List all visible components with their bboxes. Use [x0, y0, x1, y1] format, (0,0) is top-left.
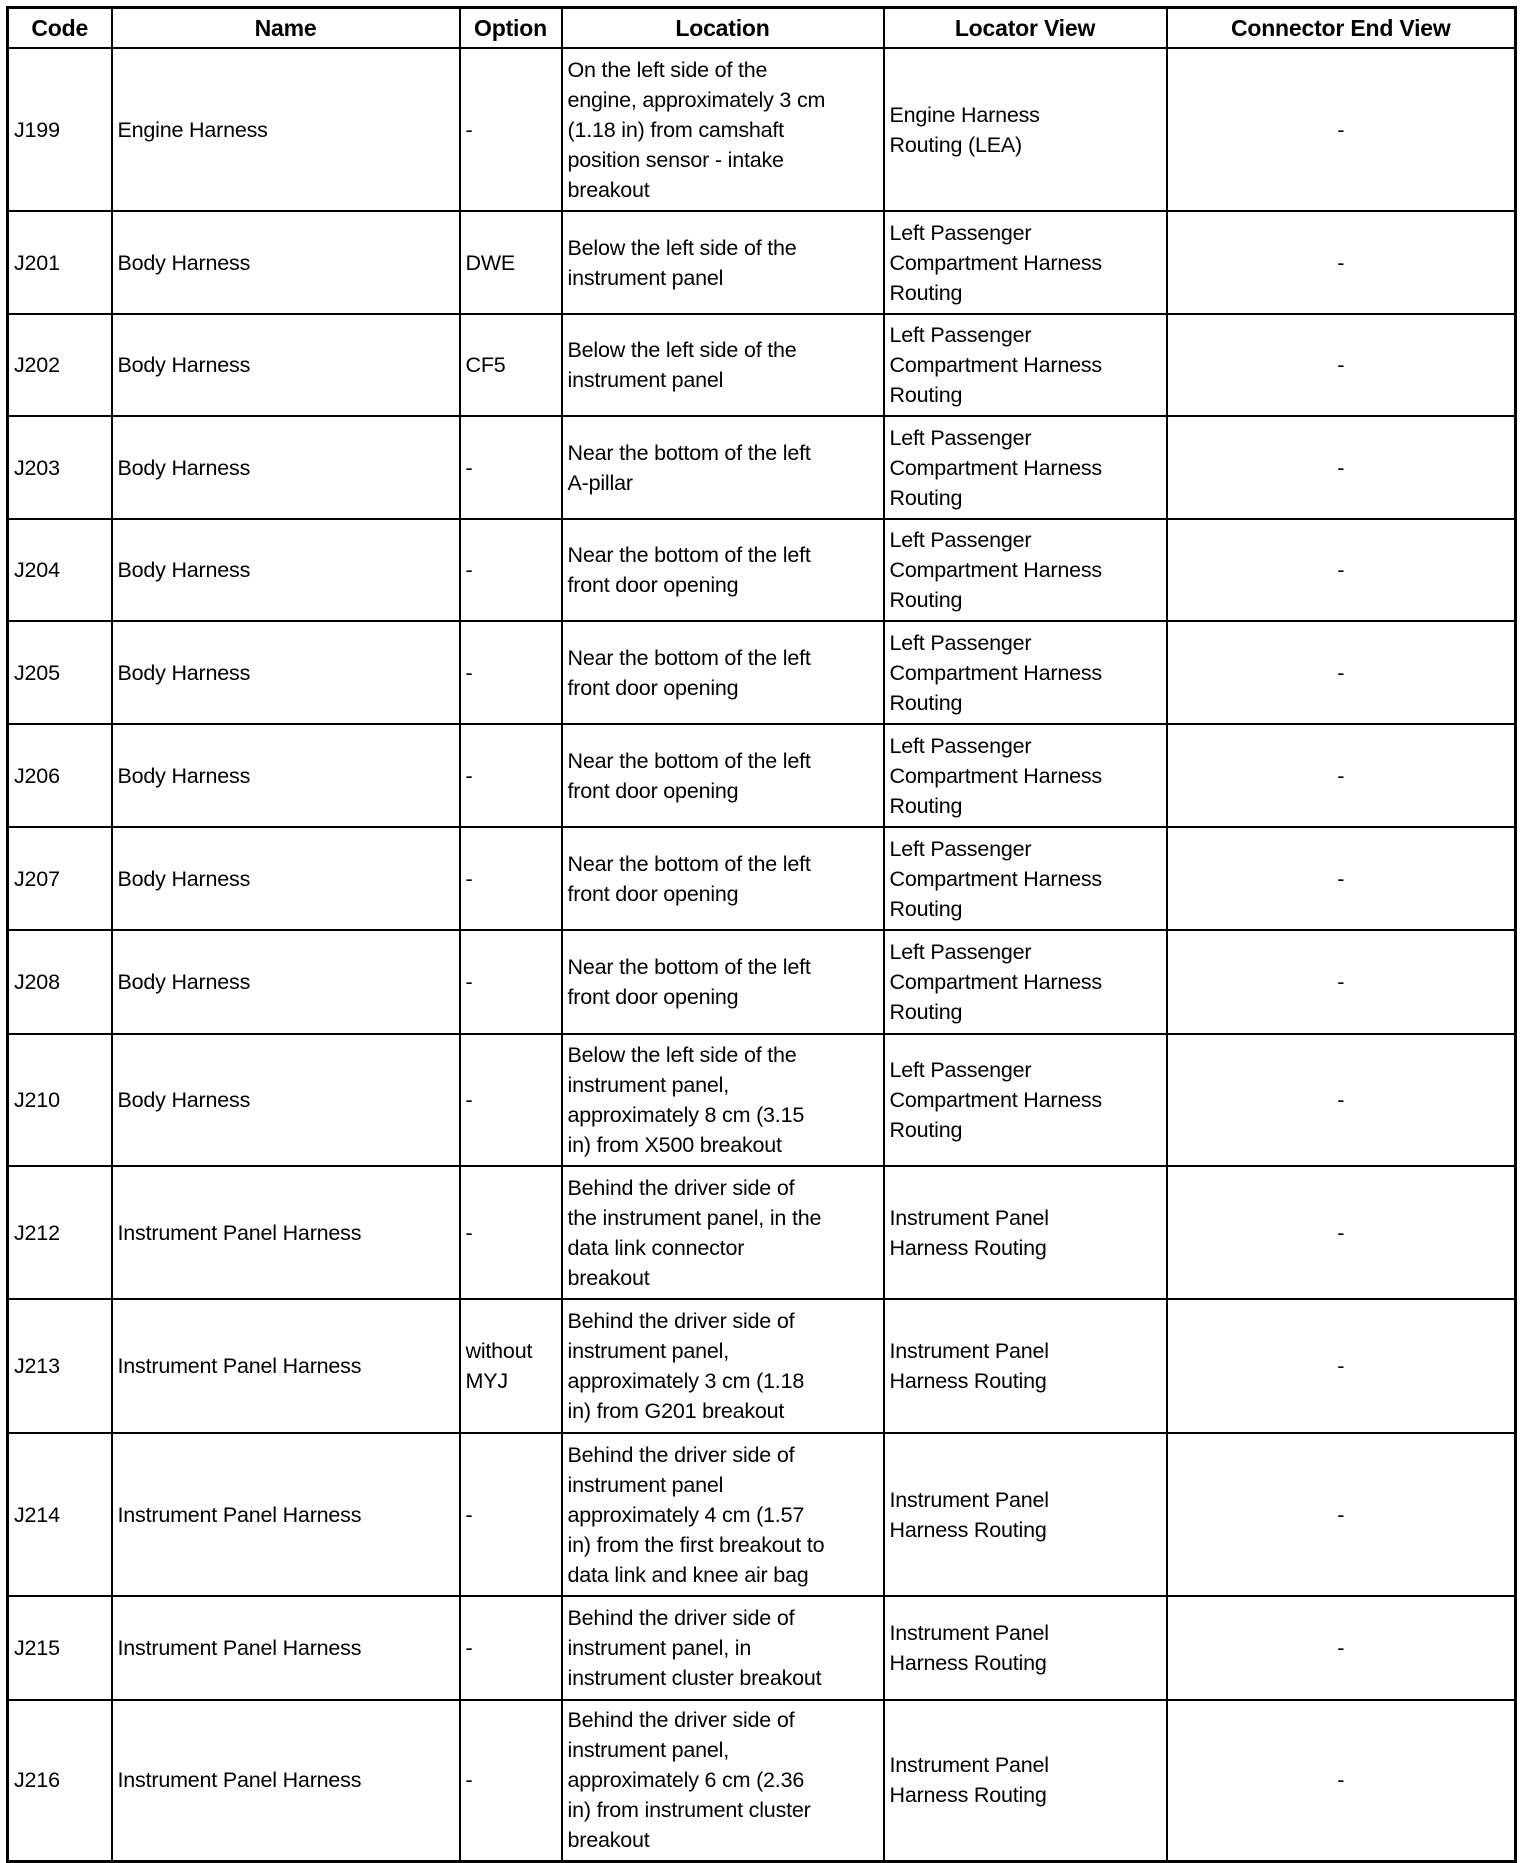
cell-connector-end-view: -	[1167, 519, 1516, 621]
cell-option: -	[460, 48, 562, 211]
cell-option: DWE	[460, 211, 562, 314]
table-row	[8, 211, 1516, 314]
cell-name: Body Harness	[112, 416, 460, 519]
cell-connector-end-view: -	[1167, 930, 1516, 1034]
cell-name: Body Harness	[112, 930, 460, 1034]
cell-connector-end-view: -	[1167, 1299, 1516, 1433]
cell-option: CF5	[460, 314, 562, 416]
cell-option: -	[460, 621, 562, 724]
cell-option: -	[460, 1166, 562, 1299]
table-row	[8, 1700, 1516, 1861]
cell-location: Near the bottom of the left A-pillar	[562, 416, 884, 519]
cell-connector-end-view: -	[1167, 416, 1516, 519]
cell-location: Near the bottom of the left front door opening	[562, 930, 884, 1034]
cell-locator-view: Left Passenger Compartment Harness Routing	[884, 621, 1167, 724]
cell-code: J202	[8, 314, 112, 416]
cell-locator-view: Left Passenger Compartment Harness Routing	[884, 1034, 1167, 1166]
header-code: Code	[8, 8, 112, 49]
cell-location: Behind the driver side of instrument panel, approximately 3 cm (1.18 in) from G201 breakout	[562, 1299, 884, 1433]
cell-connector-end-view: -	[1167, 1433, 1516, 1596]
cell-name: Engine Harness	[112, 48, 460, 211]
cell-location: Behind the driver side of instrument panel, approximately 6 cm (2.36 in) from instrument cluster breakout	[562, 1700, 884, 1861]
cell-name: Body Harness	[112, 519, 460, 621]
cell-locator-view: Left Passenger Compartment Harness Routing	[884, 519, 1167, 621]
cell-connector-end-view: -	[1167, 1034, 1516, 1166]
cell-code: J201	[8, 211, 112, 314]
cell-locator-view: Left Passenger Compartment Harness Routing	[884, 211, 1167, 314]
connector-table	[6, 6, 1517, 1863]
table-row	[8, 1596, 1516, 1700]
cell-location: Near the bottom of the left front door opening	[562, 519, 884, 621]
cell-location: Behind the driver side of instrument panel approximately 4 cm (1.57 in) from the first breakout to data link and knee air bag	[562, 1433, 884, 1596]
table-row	[8, 621, 1516, 724]
cell-location: Below the left side of the instrument panel, approximately 8 cm (3.15 in) from X500 breakout	[562, 1034, 884, 1166]
cell-locator-view: Instrument Panel Harness Routing	[884, 1700, 1167, 1861]
cell-code: J204	[8, 519, 112, 621]
table-row	[8, 724, 1516, 827]
cell-code: J212	[8, 1166, 112, 1299]
cell-locator-view: Left Passenger Compartment Harness Routing	[884, 416, 1167, 519]
cell-code: J213	[8, 1299, 112, 1433]
header-location: Location	[562, 8, 884, 49]
cell-name: Instrument Panel Harness	[112, 1596, 460, 1700]
table-row	[8, 416, 1516, 519]
cell-location: On the left side of the engine, approximately 3 cm (1.18 in) from camshaft position sensor - intake breakout	[562, 48, 884, 211]
cell-option: -	[460, 519, 562, 621]
cell-code: J205	[8, 621, 112, 724]
table-row	[8, 1299, 1516, 1433]
cell-code: J208	[8, 930, 112, 1034]
cell-option: -	[460, 1034, 562, 1166]
cell-connector-end-view: -	[1167, 48, 1516, 211]
cell-connector-end-view: -	[1167, 1166, 1516, 1299]
cell-name: Instrument Panel Harness	[112, 1433, 460, 1596]
cell-code: J210	[8, 1034, 112, 1166]
cell-name: Instrument Panel Harness	[112, 1299, 460, 1433]
cell-option: -	[460, 1700, 562, 1861]
table-row	[8, 48, 1516, 211]
cell-location: Near the bottom of the left front door opening	[562, 621, 884, 724]
cell-connector-end-view: -	[1167, 621, 1516, 724]
cell-name: Instrument Panel Harness	[112, 1700, 460, 1861]
cell-option: -	[460, 1596, 562, 1700]
cell-option: -	[460, 827, 562, 930]
cell-locator-view: Left Passenger Compartment Harness Routing	[884, 827, 1167, 930]
cell-option: without MYJ	[460, 1299, 562, 1433]
cell-connector-end-view: -	[1167, 211, 1516, 314]
header-connector-end-view: Connector End View	[1167, 8, 1516, 49]
cell-connector-end-view: -	[1167, 314, 1516, 416]
cell-code: J216	[8, 1700, 112, 1861]
header-row	[8, 8, 1516, 49]
cell-name: Body Harness	[112, 211, 460, 314]
cell-locator-view: Instrument Panel Harness Routing	[884, 1166, 1167, 1299]
cell-location: Below the left side of the instrument panel	[562, 211, 884, 314]
table-row	[8, 314, 1516, 416]
cell-name: Instrument Panel Harness	[112, 1166, 460, 1299]
cell-locator-view: Instrument Panel Harness Routing	[884, 1433, 1167, 1596]
cell-location: Behind the driver side of instrument panel, in instrument cluster breakout	[562, 1596, 884, 1700]
cell-option: -	[460, 724, 562, 827]
cell-option: -	[460, 1433, 562, 1596]
cell-option: -	[460, 930, 562, 1034]
cell-locator-view: Left Passenger Compartment Harness Routing	[884, 724, 1167, 827]
cell-locator-view: Instrument Panel Harness Routing	[884, 1596, 1167, 1700]
table-row	[8, 1433, 1516, 1596]
cell-code: J214	[8, 1433, 112, 1596]
cell-code: J199	[8, 48, 112, 211]
cell-name: Body Harness	[112, 621, 460, 724]
cell-code: J207	[8, 827, 112, 930]
cell-locator-view: Engine Harness Routing (LEA)	[884, 48, 1167, 211]
table-row	[8, 1166, 1516, 1299]
cell-locator-view: Left Passenger Compartment Harness Routing	[884, 314, 1167, 416]
cell-locator-view: Left Passenger Compartment Harness Routing	[884, 930, 1167, 1034]
header-locator-view: Locator View	[884, 8, 1167, 49]
cell-option: -	[460, 416, 562, 519]
cell-code: J203	[8, 416, 112, 519]
cell-connector-end-view: -	[1167, 1700, 1516, 1861]
cell-locator-view: Instrument Panel Harness Routing	[884, 1299, 1167, 1433]
cell-location: Below the left side of the instrument panel	[562, 314, 884, 416]
cell-code: J206	[8, 724, 112, 827]
table-row	[8, 827, 1516, 930]
cell-code: J215	[8, 1596, 112, 1700]
cell-name: Body Harness	[112, 724, 460, 827]
cell-location: Behind the driver side of the instrument panel, in the data link connector breakout	[562, 1166, 884, 1299]
cell-location: Near the bottom of the left front door opening	[562, 827, 884, 930]
cell-connector-end-view: -	[1167, 827, 1516, 930]
cell-location: Near the bottom of the left front door opening	[562, 724, 884, 827]
table-row	[8, 1034, 1516, 1166]
table-row	[8, 930, 1516, 1034]
cell-connector-end-view: -	[1167, 724, 1516, 827]
cell-name: Body Harness	[112, 314, 460, 416]
cell-name: Body Harness	[112, 827, 460, 930]
header-name: Name	[112, 8, 460, 49]
table-row	[8, 519, 1516, 621]
cell-connector-end-view: -	[1167, 1596, 1516, 1700]
header-option: Option	[460, 8, 562, 49]
cell-name: Body Harness	[112, 1034, 460, 1166]
